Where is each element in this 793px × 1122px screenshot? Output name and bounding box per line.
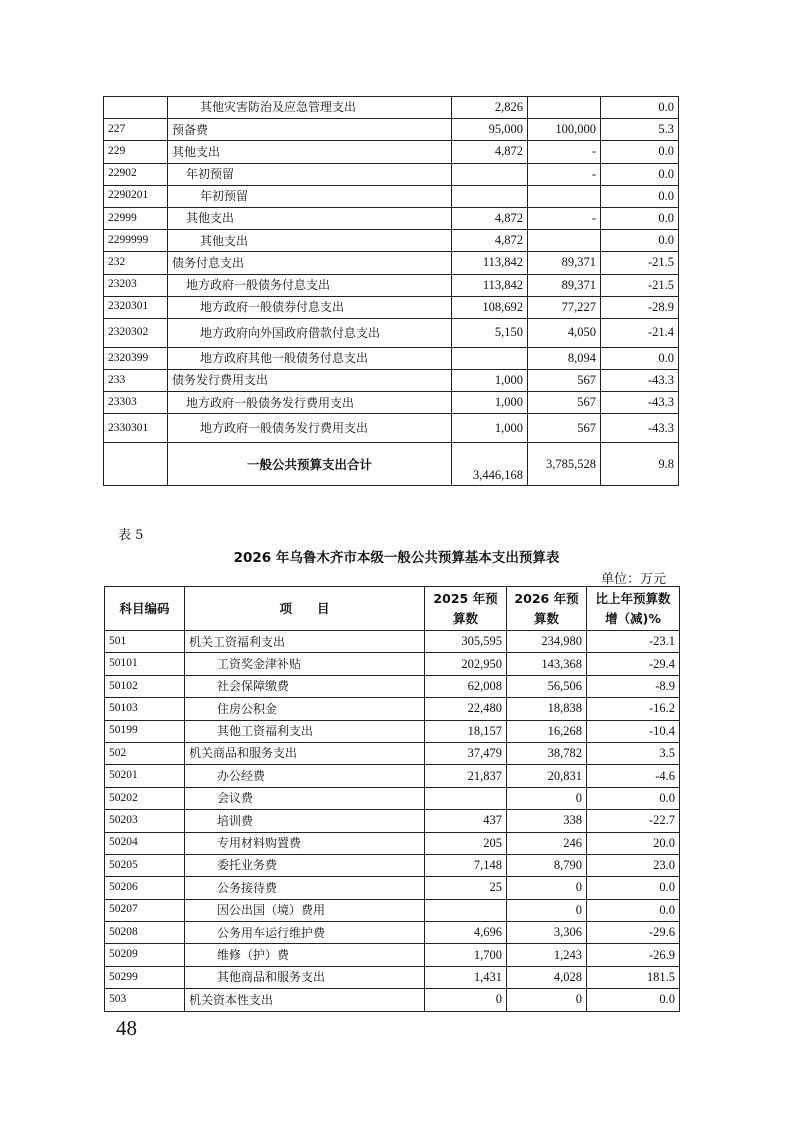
change-cell: 0.0: [601, 97, 679, 119]
budget-2026-cell: 0: [507, 787, 587, 809]
change-cell: -26.9: [587, 944, 680, 966]
table-row: [104, 230, 679, 252]
change-cell: 0.0: [601, 207, 679, 229]
change-cell: -23.1: [587, 631, 680, 653]
budget-2026-cell: -: [528, 141, 601, 163]
code-cell: 501: [105, 631, 185, 653]
budget-2025-cell: 113,842: [452, 252, 528, 274]
code-cell: 50201: [105, 765, 185, 787]
code-cell: 50199: [105, 720, 185, 742]
table-row: [104, 347, 679, 369]
code-cell: 50207: [105, 899, 185, 921]
header-row: [105, 587, 680, 631]
code-cell: 502: [105, 742, 185, 764]
budget-2025-cell: 108,692: [452, 296, 528, 318]
budget-2026-cell: 89,371: [528, 252, 601, 274]
table-row: [105, 832, 680, 854]
change-cell: -22.7: [587, 810, 680, 832]
code-cell: 50209: [105, 944, 185, 966]
budget-2025-cell: 22,480: [425, 698, 507, 720]
change-cell: -8.9: [587, 675, 680, 697]
code-cell: 2290201: [104, 185, 168, 207]
code-cell: 227: [104, 119, 168, 141]
header-change: 比上年预算数增（减)%: [587, 587, 680, 631]
table-row: [104, 97, 679, 119]
budget-2025-cell: 305,595: [425, 631, 507, 653]
budget-2025-cell: 202,950: [425, 653, 507, 675]
item-cell: 工资奖金津补贴: [185, 653, 425, 675]
change-cell: -21.5: [601, 274, 679, 296]
table-row: [105, 922, 680, 944]
table-row: [105, 698, 680, 720]
budget-2025-cell: 0: [425, 989, 507, 1011]
item-cell: 债务发行费用支出: [168, 370, 452, 392]
item-cell: 其他支出: [168, 207, 452, 229]
table-row: [104, 207, 679, 229]
budget-2025-cell: 95,000: [452, 119, 528, 141]
table-label: 表 5: [118, 528, 144, 543]
budget-2025-cell: 62,008: [425, 675, 507, 697]
table-title: 2026 年乌鲁木齐市本级一般公共预算基本支出预算表: [233, 550, 560, 566]
change-cell: 0.0: [587, 899, 680, 921]
code-cell: 503: [105, 989, 185, 1011]
table-row: [105, 653, 680, 675]
budget-2026-cell: 143,368: [507, 653, 587, 675]
change-cell: 0.0: [587, 787, 680, 809]
budget-2025-cell: 4,872: [452, 141, 528, 163]
budget-2026-cell: 0: [507, 989, 587, 1011]
table-row: [104, 274, 679, 296]
budget-2025-cell: 4,872: [452, 230, 528, 252]
code-cell: 22999: [104, 207, 168, 229]
budget-2025-cell: 25: [425, 877, 507, 899]
budget-2026-cell: 0: [507, 877, 587, 899]
item-cell: 培训费: [185, 810, 425, 832]
code-cell: 50299: [105, 966, 185, 988]
budget-2025-cell: 37,479: [425, 742, 507, 764]
code-cell: 2320302: [104, 318, 168, 347]
page-number: 48: [116, 1016, 137, 1040]
change-cell: 0.0: [587, 989, 680, 1011]
change-cell: 0.0: [587, 877, 680, 899]
budget-2026-cell: [528, 97, 601, 119]
item-cell: 委托业务费: [185, 854, 425, 876]
budget-2026-cell: 16,268: [507, 720, 587, 742]
budget-2025-cell: 5,150: [452, 318, 528, 347]
header-code: 科目编码: [105, 587, 185, 631]
budget-2026-cell: 8,094: [528, 347, 601, 369]
table-row: [105, 877, 680, 899]
item-cell: 公务用车运行维护费: [185, 922, 425, 944]
budget-2025-cell: [425, 787, 507, 809]
budget-2026-cell: 1,243: [507, 944, 587, 966]
item-cell: 地方政府其他一般债务付息支出: [168, 347, 452, 369]
change-cell: 5.3: [601, 119, 679, 141]
item-cell: 年初预留: [168, 163, 452, 185]
unit-label: 单位：万元: [601, 572, 667, 587]
table-row: [104, 296, 679, 318]
change-cell: 0.0: [601, 347, 679, 369]
item-cell: 机关工资福利支出: [185, 631, 425, 653]
change-cell: -21.5: [601, 252, 679, 274]
budget-2026-cell: 89,371: [528, 274, 601, 296]
budget-2026-cell: [528, 230, 601, 252]
table-row: [104, 370, 679, 392]
budget-table-continued: [103, 96, 679, 486]
item-cell: 机关资本性支出: [185, 989, 425, 1011]
budget-2026-cell: 567: [528, 392, 601, 414]
table-row: [105, 810, 680, 832]
table-row: [104, 252, 679, 274]
table-row: [104, 141, 679, 163]
header-2026: 2026 年预算数: [507, 587, 587, 631]
code-cell: 23303: [104, 392, 168, 414]
change-cell: -4.6: [587, 765, 680, 787]
budget-2025-cell: [425, 899, 507, 921]
item-cell: 债务付息支出: [168, 252, 452, 274]
budget-2025-cell: 113,842: [452, 274, 528, 296]
total-2025: 3,446,168: [452, 443, 528, 486]
basic-expenditure-table-body: [105, 631, 680, 1012]
code-cell: 232: [104, 252, 168, 274]
item-cell: 地方政府一般债务发行费用支出: [168, 414, 452, 443]
budget-2026-cell: 4,028: [507, 966, 587, 988]
total-change: 9.8: [601, 443, 679, 486]
item-cell: 地方政府一般债务付息支出: [168, 274, 452, 296]
table-row: [104, 414, 679, 443]
table-row: [105, 899, 680, 921]
budget-2026-cell: 20,831: [507, 765, 587, 787]
table-row: [105, 944, 680, 966]
budget-2025-cell: 437: [425, 810, 507, 832]
budget-2026-cell: [528, 185, 601, 207]
budget-2026-cell: 338: [507, 810, 587, 832]
budget-2025-cell: 1,000: [452, 370, 528, 392]
budget-2026-cell: 100,000: [528, 119, 601, 141]
item-cell: 公务接待费: [185, 877, 425, 899]
code-cell: 23203: [104, 274, 168, 296]
item-cell: 其他支出: [168, 141, 452, 163]
table-row: [105, 675, 680, 697]
change-cell: -16.2: [587, 698, 680, 720]
table-row: [104, 163, 679, 185]
item-cell: 年初预留: [168, 185, 452, 207]
code-cell: [104, 97, 168, 119]
table-row: [104, 318, 679, 347]
change-cell: -21.4: [601, 318, 679, 347]
item-cell: 社会保障缴费: [185, 675, 425, 697]
code-cell: 50102: [105, 675, 185, 697]
code-cell: 50204: [105, 832, 185, 854]
code-cell: 50103: [105, 698, 185, 720]
item-cell: 地方政府一般债务发行费用支出: [168, 392, 452, 414]
change-cell: -10.4: [587, 720, 680, 742]
budget-2026-cell: 246: [507, 832, 587, 854]
change-cell: 23.0: [587, 854, 680, 876]
budget-2025-cell: 1,431: [425, 966, 507, 988]
change-cell: 3.5: [587, 742, 680, 764]
change-cell: -28.9: [601, 296, 679, 318]
budget-2025-cell: 205: [425, 832, 507, 854]
budget-2025-cell: 4,872: [452, 207, 528, 229]
change-cell: 0.0: [601, 163, 679, 185]
table-row: [105, 765, 680, 787]
change-cell: 181.5: [587, 966, 680, 988]
budget-2026-cell: 8,790: [507, 854, 587, 876]
budget-2025-cell: 21,837: [425, 765, 507, 787]
budget-2026-cell: 234,980: [507, 631, 587, 653]
budget-2026-cell: -: [528, 163, 601, 185]
budget-2025-cell: 7,148: [425, 854, 507, 876]
change-cell: -43.3: [601, 414, 679, 443]
budget-table-continued-body: [104, 97, 679, 486]
code-cell: 50101: [105, 653, 185, 675]
budget-2025-cell: [452, 163, 528, 185]
change-cell: 0.0: [601, 141, 679, 163]
item-cell: 机关商品和服务支出: [185, 742, 425, 764]
budget-2026-cell: 56,506: [507, 675, 587, 697]
total-code-cell: [104, 443, 168, 486]
budget-2025-cell: 4,696: [425, 922, 507, 944]
code-cell: 233: [104, 370, 168, 392]
table-row: [104, 185, 679, 207]
table-row: [104, 119, 679, 141]
header-item: 项 目: [185, 587, 425, 631]
item-cell: 地方政府一般债券付息支出: [168, 296, 452, 318]
item-cell: 其他商品和服务支出: [185, 966, 425, 988]
budget-2025-cell: [452, 347, 528, 369]
code-cell: 2320301: [104, 296, 168, 318]
budget-2026-cell: 18,838: [507, 698, 587, 720]
budget-2025-cell: 2,826: [452, 97, 528, 119]
budget-2025-cell: 1,000: [452, 414, 528, 443]
total-label: 一般公共预算支出合计: [168, 443, 452, 486]
budget-2026-cell: 38,782: [507, 742, 587, 764]
budget-2025-cell: [452, 185, 528, 207]
table-row: [105, 989, 680, 1011]
change-cell: 0.0: [601, 185, 679, 207]
table-row: [105, 720, 680, 742]
item-cell: 其他支出: [168, 230, 452, 252]
item-cell: 专用材料购置费: [185, 832, 425, 854]
item-cell: 其他灾害防治及应急管理支出: [168, 97, 452, 119]
code-cell: 50208: [105, 922, 185, 944]
code-cell: 50203: [105, 810, 185, 832]
total-2026: 3,785,528: [528, 443, 601, 486]
item-cell: 地方政府向外国政府借款付息支出: [168, 318, 452, 347]
basic-expenditure-table: [104, 586, 680, 1012]
budget-2025-cell: 1,000: [452, 392, 528, 414]
budget-2026-cell: 3,306: [507, 922, 587, 944]
change-cell: -29.6: [587, 922, 680, 944]
item-cell: 会议费: [185, 787, 425, 809]
code-cell: 50206: [105, 877, 185, 899]
header-2025: 2025 年预算数: [425, 587, 507, 631]
budget-2025-cell: 1,700: [425, 944, 507, 966]
code-cell: 229: [104, 141, 168, 163]
table-row: [105, 966, 680, 988]
total-row: [104, 443, 679, 486]
budget-2025-cell: 18,157: [425, 720, 507, 742]
table-row: [104, 392, 679, 414]
table-row: [105, 787, 680, 809]
code-cell: 2299999: [104, 230, 168, 252]
budget-2026-cell: 567: [528, 414, 601, 443]
code-cell: 50205: [105, 854, 185, 876]
item-cell: 其他工资福利支出: [185, 720, 425, 742]
code-cell: 50202: [105, 787, 185, 809]
item-cell: 预备费: [168, 119, 452, 141]
change-cell: 20.0: [587, 832, 680, 854]
change-cell: 0.0: [601, 230, 679, 252]
item-cell: 办公经费: [185, 765, 425, 787]
item-cell: 住房公积金: [185, 698, 425, 720]
item-cell: 因公出国（境）费用: [185, 899, 425, 921]
budget-2026-cell: 0: [507, 899, 587, 921]
budget-2026-cell: 567: [528, 370, 601, 392]
change-cell: -43.3: [601, 370, 679, 392]
budget-2026-cell: 77,227: [528, 296, 601, 318]
budget-2026-cell: -: [528, 207, 601, 229]
item-cell: 维修（护）费: [185, 944, 425, 966]
code-cell: 2320399: [104, 347, 168, 369]
table-row: [105, 854, 680, 876]
table-row: [105, 631, 680, 653]
code-cell: 22902: [104, 163, 168, 185]
change-cell: -43.3: [601, 392, 679, 414]
code-cell: 2330301: [104, 414, 168, 443]
change-cell: -29.4: [587, 653, 680, 675]
table-row: [105, 742, 680, 764]
budget-2026-cell: 4,050: [528, 318, 601, 347]
